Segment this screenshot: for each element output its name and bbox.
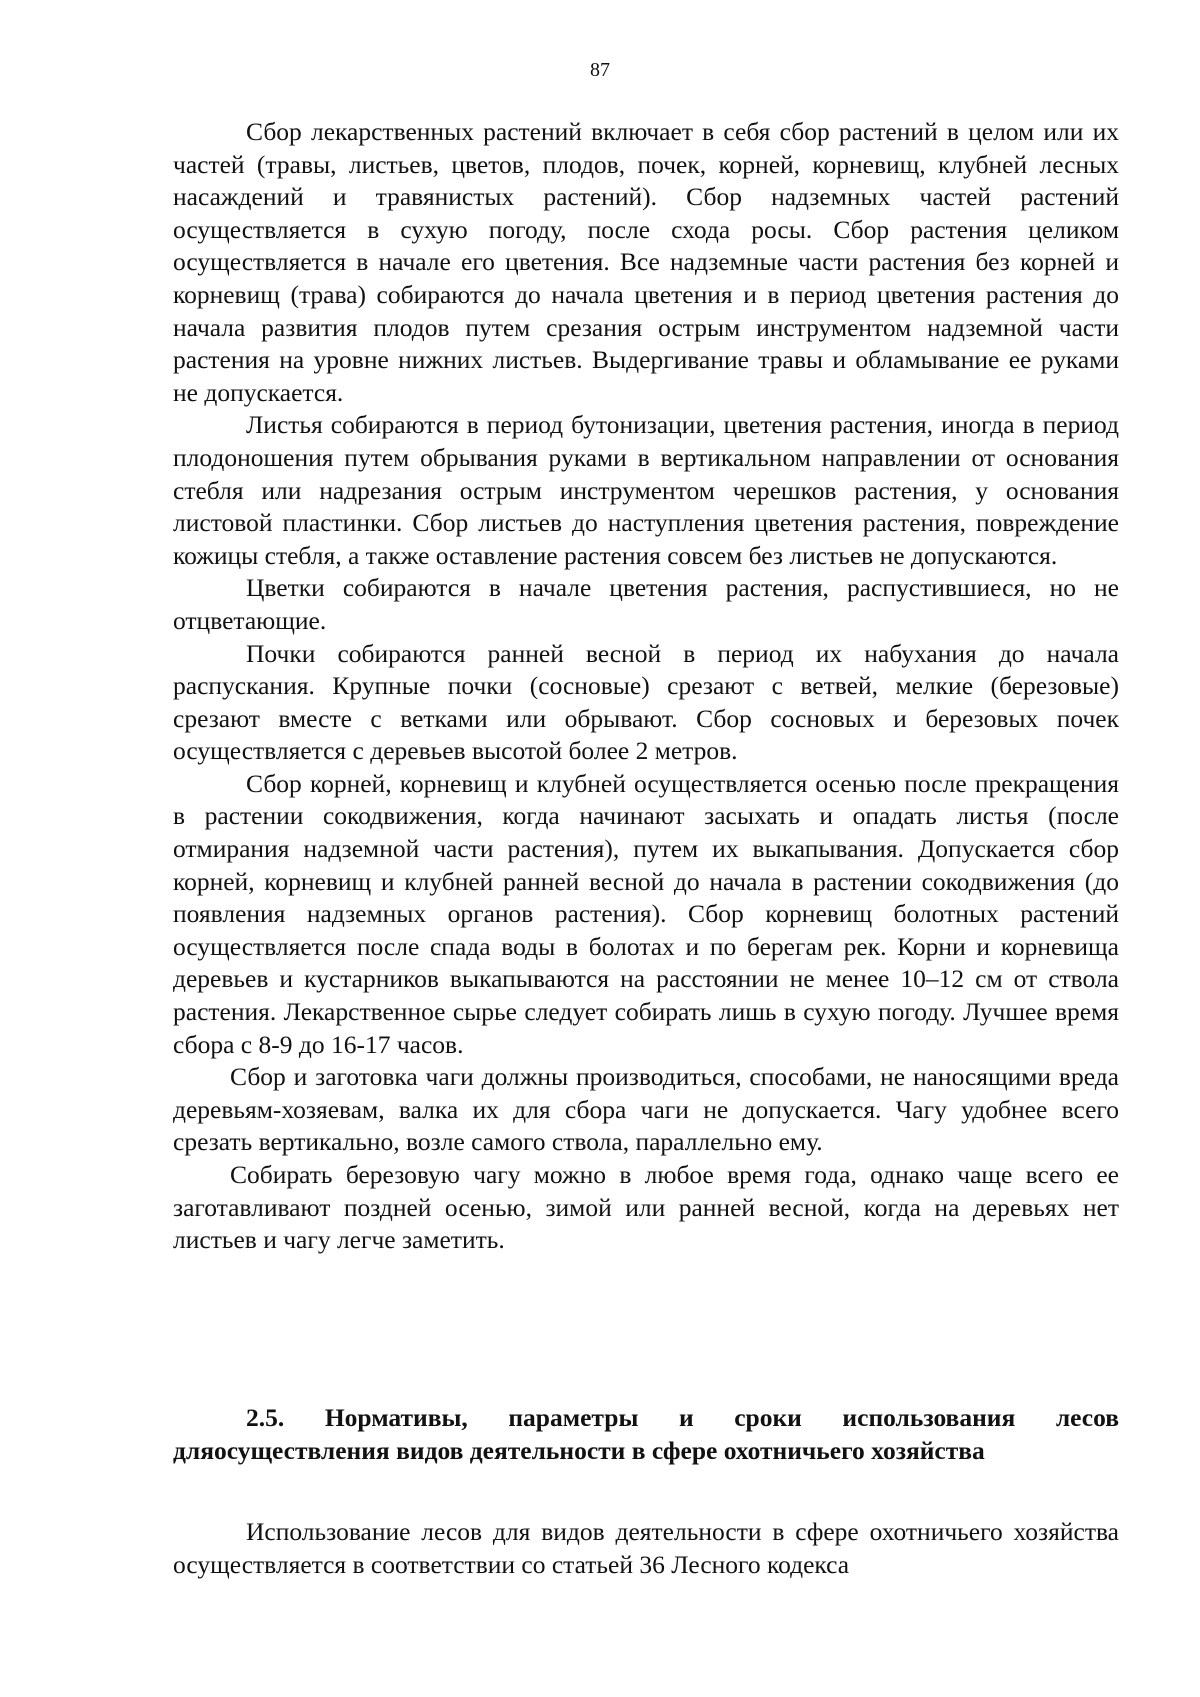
paragraph-flowers: Цветки собираются в начале цветения растения, распустившиеся, но не отцветающие. bbox=[173, 573, 1119, 635]
section-body bbox=[173, 1516, 1119, 1581]
paragraph-plant-collection: Сбор лекарственных растений включает в себя сбор растений в целом или их частей (травы, листьев, цветов, плодов, почек, корней, корневищ, клубней лесных насаждений и травянистых растений). Сбор надземных частей растений осуществляется в сухую погоду, после схода росы. Сбор растения целиком осуществляется в начале его цветения. Все надземные части растения без корней и корневищ (трава) собираются до начала цветения и в период цветения растения до начала развития плодов путем срезания острым инструментом надземной части растения на уровне нижних листьев. Выдергивание травы и обламывание ее руками не допускается. bbox=[173, 117, 1119, 407]
body-text bbox=[173, 116, 1119, 1257]
page-number: 87 bbox=[590, 59, 610, 81]
paragraph-chaga-harvest: Сбор и заготовка чаги должны производиться, способами, не наносящими вреда деревьям-хозяевам, валка их для сбора чаги не допускается. Чагу удобнее всего срезать вертикально, возле самого ствола, параллельно ему. bbox=[173, 1062, 1119, 1157]
paragraph-chaga-season: Собирать березовую чагу можно в любое время года, однако чаще всего ее заготавливают поздней осенью, зимой или ранней весной, когда на деревьях нет листьев и чагу легче заметить. bbox=[173, 1160, 1119, 1255]
section-heading: 2.5. Нормативы, параметры и сроки использования лесов дляосуществления видов деятельности в сфере охотничьего хозяйства bbox=[173, 1403, 1119, 1465]
paragraph-roots: Сбор корней, корневищ и клубней осуществляется осенью после прекращения в растении сокодвижения, когда начинают засыхать и опадать листья (после отмирания надземной части растения), путем их выкапывания. Допускается сбор корней, корневищ и клубней ранней весной до начала в растении сокодвижения (до появления надземных органов растения). Сбор корневищ болотных растений осуществляется после спада воды в болотах и по берегам рек. Корни и корневища деревьев и кустарников выкапываются на расстоянии не менее 10–12 см от ствола растения. Лекарственное сырье следует собирать лишь в сухую погоду. Лучшее время сбора с 8-9 до 16-17 часов. bbox=[173, 768, 1119, 1059]
paragraph-buds: Почки собираются ранней весной в период их набухания до начала распускания. Крупные почки (сосновые) срезают с ветвей, мелкие (березовые) срезают вместе с ветками или обрывают. Сбор сосновых и березовых почек осуществляется с деревьев высотой более 2 метров. bbox=[173, 638, 1119, 766]
section-heading-block bbox=[173, 1402, 1119, 1467]
paragraph-hunting-use: Использование лесов для видов деятельности в сфере охотничьего хозяйства осуществляется в соответствии со статьей 36 Лесного кодекса bbox=[173, 1517, 1119, 1579]
paragraph-leaves: Листья собираются в период бутонизации, цветения растения, иногда в период плодоношения путем обрывания руками в вертикальном направлении от основания стебля или надрезания острым инструментом черешков растения, у основания листовой пластинки. Сбор листьев до наступления цветения растения, повреждение кожицы стебля, а также оставление растения совсем без листьев не допускаются. bbox=[173, 410, 1119, 570]
